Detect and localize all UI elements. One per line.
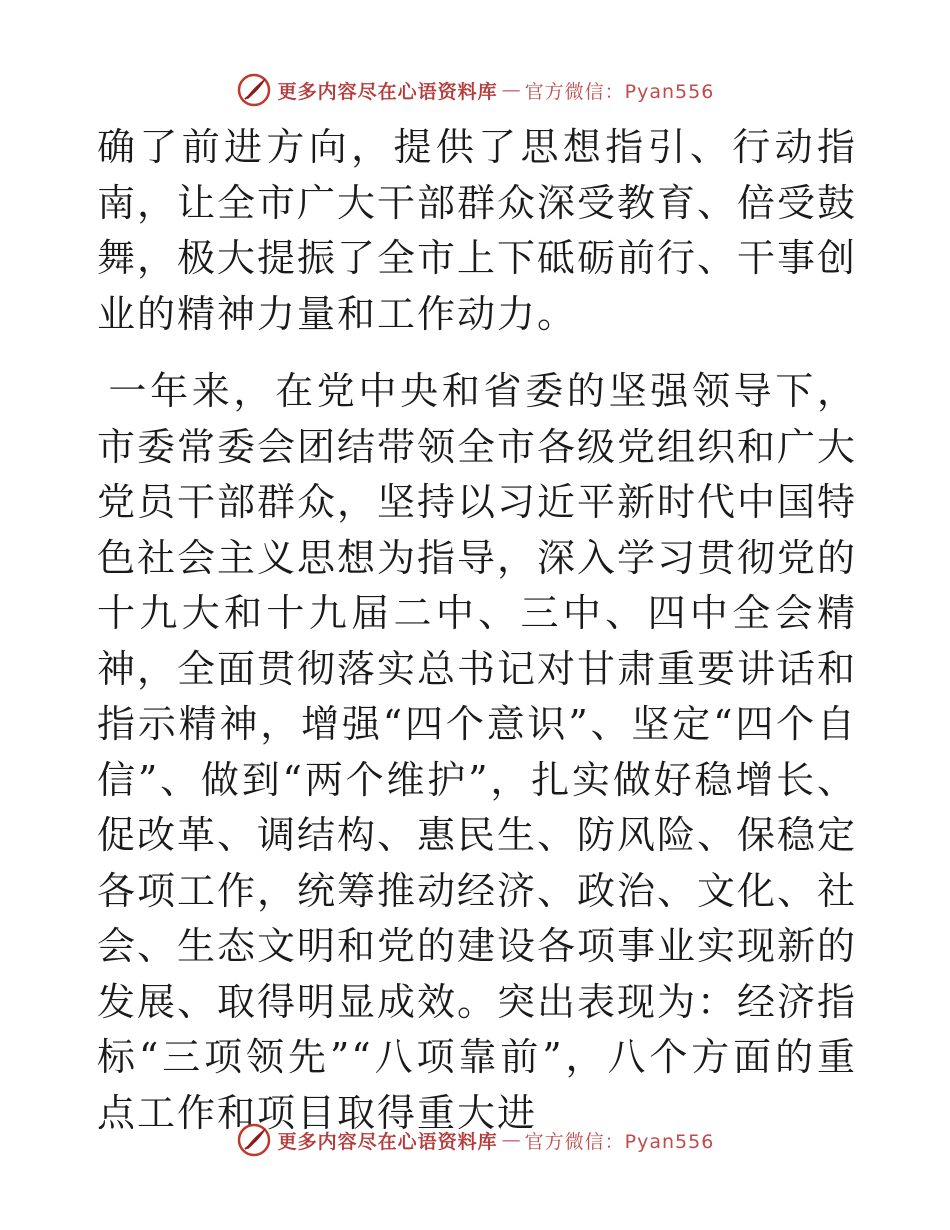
header-banner <box>0 70 950 110</box>
header-wechat-text: 官方微信：Pyan556 <box>524 80 715 103</box>
paragraph: 一年来，在党中央和省委的坚强领导下，市委常委会团结带领全市各级党组织和广大党员干部群众，坚持以习近平新时代中国特色社会主义思想为指导，深入学习贯彻党的十九大和十九届二中、三中、四中全会精神，全面贯彻落实总书记对甘肃重要讲话和指示精神，增强“四个意识”、坚定“四个自信”、做到“两个维护”，扎实做好稳增长、促改革、调结构、惠民生、防风险、保稳定各项工作，统筹推动经济、政治、文化、社会、生态文明和党的建设各项事业实现新的发展、取得明显成效。突出表现为：经济指标“三项领先”“八项靠前”，八个方面的重点工作和项目取得重大进 <box>97 369 858 1135</box>
footer-banner <box>0 1120 950 1160</box>
paragraph: 确了前进方向，提供了思想指引、行动指南，让全市广大干部群众深受教育、倍受鼓舞，极大提振了全市上下砥砺前行、干事创业的精神力量和工作动力。 <box>97 125 858 336</box>
footer-wechat-text: 官方微信：Pyan556 <box>524 1130 715 1153</box>
header-brand-text: 更多内容尽在心语资料库 <box>277 80 498 103</box>
footer-separator: — <box>501 1129 521 1151</box>
footer-brand-text: 更多内容尽在心语资料库 <box>277 1130 498 1153</box>
header-separator: — <box>501 79 521 101</box>
quill-pen-logo-icon <box>236 72 272 108</box>
document-body <box>97 120 857 1141</box>
quill-pen-logo-icon <box>236 1122 272 1158</box>
